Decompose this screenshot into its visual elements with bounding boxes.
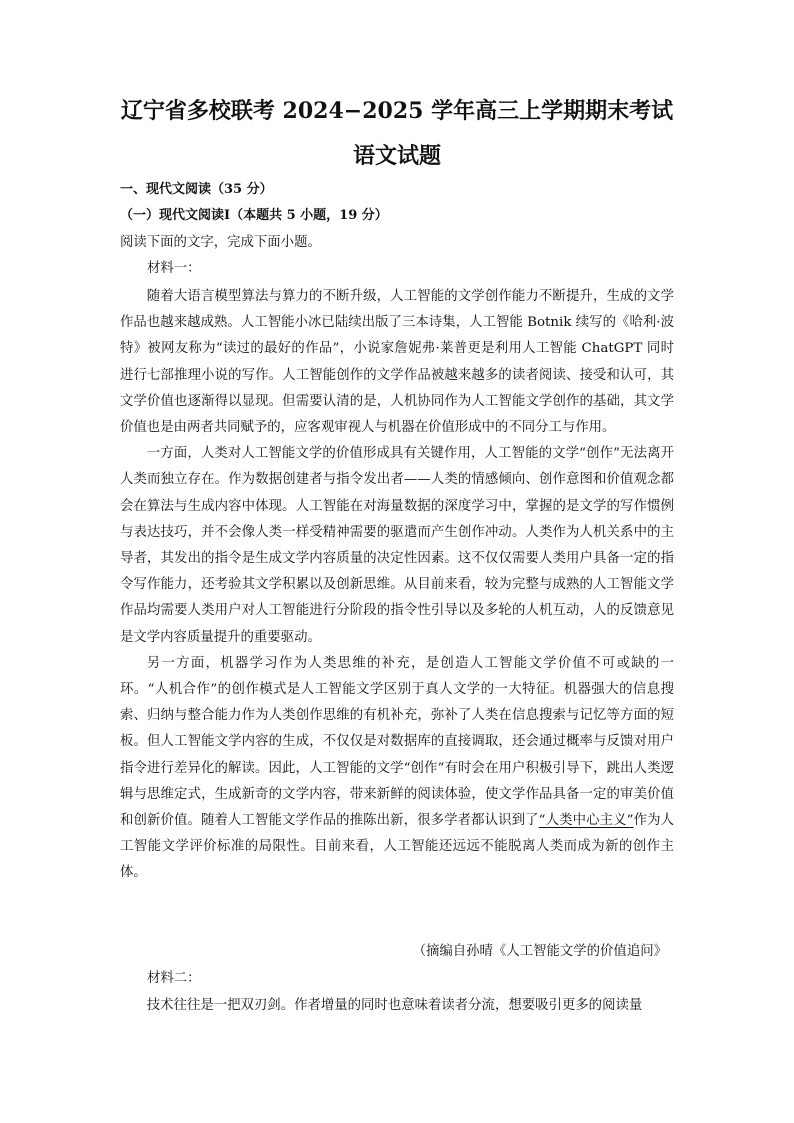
reading-instruction: 阅读下面的文字，完成下面小题。 <box>120 235 321 250</box>
section-heading: 一、现代文阅读（35 分） <box>120 182 273 197</box>
exam-title: 辽宁省多校联考 2024−2025 学年高三上学期期末考试 <box>120 98 674 124</box>
material2-paragraph-1: 技术往往是一把双刃剑。作者增量的同时也意味着读者分流，想要吸引更多的阅读量 <box>146 998 643 1013</box>
material1-text <box>120 284 674 887</box>
material2-text <box>120 993 674 1019</box>
underlined-term: “人类中心主义” <box>538 813 634 829</box>
exam-subtitle: 语文试题 <box>352 143 441 169</box>
material2-label: 材料二： <box>147 971 201 986</box>
paragraph-3-text-after: 作为人工智能文学评价标准的局限性。目前来看，人工智能还远远不能脱离人类而成为新的创作主体。 <box>120 813 674 881</box>
material1-source: （摘编自孙晴《人工智能文学的价值追问》 <box>412 944 667 959</box>
material1-paragraph-3 <box>120 651 674 887</box>
material1-label: 材料一： <box>147 261 201 276</box>
material1-paragraph-1: 随着大语言模型算法与算力的不断升级，人工智能的文学创作能力不断提升，生成的文学作品也越来越成熟。人工智能小冰已陆续出版了三本诗集，人工智能 Botnik 续写的《哈利·波特》被网友称为“读过的最好的作品”，小说家詹妮弗·莱普更是利用人工智能 ChatGPT 同时进行七部推理小说的写作。人工智能创作的文学作品被越来越多的读者阅读、接受和认可，其文学价值也逐渐得以显现。但需要认清的是，人机协同作为人工智能文学创作的基础，其文学价值也是由两者共同赋予的，应客观审视人与机器在价值形成中的不同分工与作用。 <box>120 289 674 436</box>
material1-paragraph-2: 一方面，人类对人工智能文学的价值形成具有关键作用，人工智能的文学“创作”无法离开人类而独立存在。作为数据创建者与指令发出者——人类的情感倾向、创作意图和价值观念都会在算法与生成内容中体现。人工智能在对海量数据的深度学习中，掌握的是文学的写作惯例与表达技巧，并不会像人类一样受精神需要的驱遣而产生创作冲动。人类作为人机关系中的主导者，其发出的指令是生成文学内容质量的决定性因素。这不仅仅需要人类用户具备一定的指令写作能力，还考验其文学积累以及创新思维。从目前来看，较为完整与成熟的人工智能文学作品均需要人类用户对人工智能进行分阶段的指令性引导以及多轮的人机互动，人的反馈意见是文学内容质量提升的重要驱动。 <box>120 446 674 645</box>
paragraph-3-text-before: 另一方面，机器学习作为人类思维的补充，是创造人工智能文学价值不可或缺的一环。“人机合作”的创作模式是人工智能文学区别于真人文学的一大特征。机器强大的信息搜索、归纳与整合能力作为人类创作思维的有机补充，弥补了人类在信息搜索与记忆等方面的短板。但人工智能文学内容的生成，不仅仅是对数据库的直接调取，还会通过概率与反馈对用户指令进行差异化的解读。因此，人工智能的文学“创作”有时会在用户积极引导下，跳出人类逻辑与思维定式，生成新奇的文学内容，带来新鲜的阅读体验，使文学作品具备一定的审美价值和创新价值。随着人工智能文学作品的推陈出新，很多学者都认识到了 <box>120 655 674 829</box>
subsection-heading: （一）现代文阅读Ⅰ（本题共 5 小题，19 分） <box>120 208 388 223</box>
